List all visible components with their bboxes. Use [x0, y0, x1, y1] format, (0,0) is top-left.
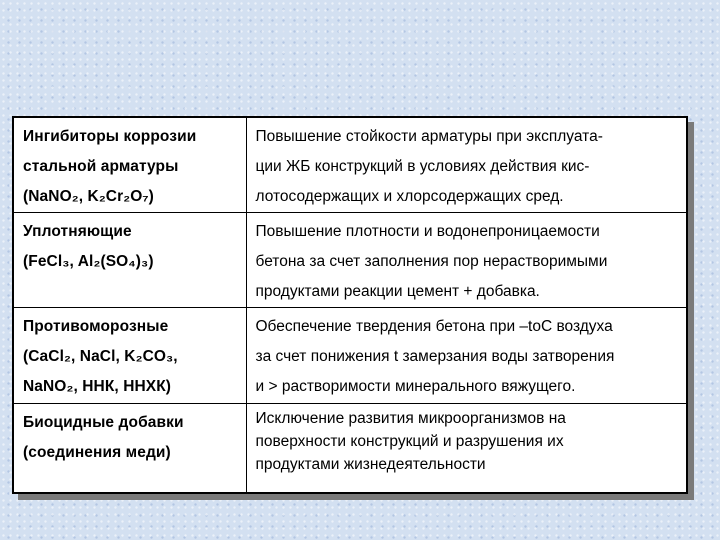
additives-table [12, 116, 688, 494]
additive-type-cell [13, 404, 246, 494]
cell-line: Повышение стойкости арматуры при эксплуата- [255, 128, 603, 145]
table-row [13, 404, 687, 494]
cell-line: Противоморозные [23, 318, 169, 335]
cell-line: лотосодержащих и хлорсодержащих сред. [255, 188, 564, 205]
additive-effect-cell [246, 404, 687, 494]
table-row [13, 308, 687, 404]
cell-line: продуктами реакции цемент + добавка. [255, 283, 540, 300]
cell-line: (FeCl₃, Al₂(SO₄)₃) [23, 253, 154, 270]
cell-line: (CaCl₂, NaCl, K₂CO₃, [23, 348, 178, 365]
cell-line: Биоцидные добавки [23, 414, 184, 431]
additive-effect-cell [246, 117, 687, 213]
cell-line: Исключение развития микроорганизмов на [255, 410, 566, 427]
cell-line: Обеспечение твердения бетона при –toC воздуха [255, 318, 613, 335]
additive-type-cell [13, 117, 246, 213]
cell-line: поверхности конструкций и разрушения их [255, 433, 564, 450]
table-row [13, 117, 687, 213]
additive-effect-cell [246, 213, 687, 308]
cell-line: Ингибиторы коррозии [23, 128, 197, 145]
cell-line: (соединения меди) [23, 444, 171, 461]
cell-line: (NaNO₂, K₂Cr₂O₇) [23, 188, 154, 205]
additive-type-cell [13, 213, 246, 308]
cell-line: NaNO₂, ННК, ННХК) [23, 378, 172, 395]
cell-line: продуктами жизнедеятельности [255, 456, 486, 473]
cell-line: за счет понижения t замерзания воды затворения [255, 348, 615, 365]
table-row [13, 213, 687, 308]
additive-type-cell [13, 308, 246, 404]
additive-effect-cell [246, 308, 687, 404]
cell-line: стальной арматуры [23, 158, 179, 175]
cell-line: Уплотняющие [23, 223, 132, 240]
cell-line: ции ЖБ конструкций в условиях действия кис- [255, 158, 590, 175]
cell-line: и > растворимости минерального вяжущего. [255, 378, 576, 395]
cell-line: Повышение плотности и водонепроницаемости [255, 223, 600, 240]
cell-line: бетона за счет заполнения пор нерастворимыми [255, 253, 608, 270]
